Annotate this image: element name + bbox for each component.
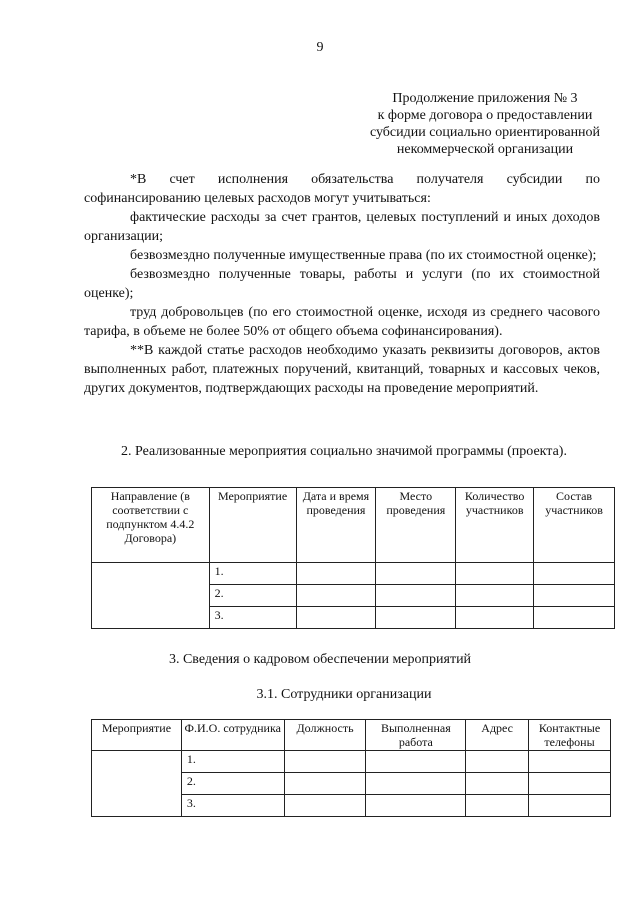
table-header-row: [92, 488, 615, 563]
row-number: 2.: [181, 773, 284, 795]
col-header: Мероприятие: [209, 488, 296, 563]
note-paragraph: безвозмездно полученные товары, работы и услуги (по их стоимостной оценке);: [84, 267, 600, 301]
section-2-title: 2. Реализованные мероприятия социально значимой программы (проекта).: [121, 444, 567, 459]
events-table: [91, 487, 615, 629]
section-3-1-title: 3.1. Сотрудники организации: [256, 687, 432, 702]
row-number: 2.: [209, 585, 296, 607]
row-number: 3.: [181, 795, 284, 817]
col-header: Место проведения: [376, 488, 456, 563]
col-header: Дата и время проведения: [296, 488, 376, 563]
footnotes: [84, 170, 600, 398]
col-header: Должность: [284, 720, 366, 751]
note-paragraph: безвозмездно полученные имущественные права (по их стоимостной оценке);: [130, 248, 597, 263]
col-header: Адрес: [466, 720, 529, 751]
note-paragraph: фактические расходы за счет грантов, целевых поступлений и иных доходов организации;: [84, 210, 600, 244]
note-paragraph: труд добровольцев (по его стоимостной оценке, исходя из среднего часового тарифа, в объеме не более 50% от общего объема софинансирования).: [84, 305, 600, 339]
appendix-header: [355, 90, 615, 158]
col-header: Контактные телефоны: [529, 720, 611, 751]
direction-cell: [92, 563, 210, 629]
staff-table: [91, 719, 611, 817]
row-number: 1.: [181, 751, 284, 773]
event-cell: [92, 751, 182, 817]
note-paragraph: **В каждой статье расходов необходимо указать реквизиты договоров, актов выполненных работ, платежных поручений, квитанций, товарных и кассовых чеков, других документов, подтверждающих расходы на проведение мероприятий.: [84, 343, 600, 396]
row-number: 3.: [209, 607, 296, 629]
col-header: Состав участников: [534, 488, 615, 563]
table-row: [92, 751, 611, 773]
col-header: Мероприятие: [92, 720, 182, 751]
appendix-line-2: к форме договора о предоставлении: [377, 108, 593, 123]
col-header: Количество участников: [456, 488, 534, 563]
appendix-line-1: Продолжение приложения № 3: [392, 91, 578, 106]
row-number: 1.: [209, 563, 296, 585]
table-header-row: [92, 720, 611, 751]
col-header: Выполненная работа: [366, 720, 466, 751]
table-row: [92, 563, 615, 585]
note-paragraph: *В счет исполнения обязательства получателя субсидии по софинансированию целевых расходов могут учитываться:: [84, 172, 600, 206]
section-3-title: 3. Сведения о кадровом обеспечении мероприятий: [168, 652, 472, 667]
page-number: 9: [316, 40, 324, 55]
col-header: Ф.И.О. сотрудника: [181, 720, 284, 751]
col-header: Направление (в соответствии с подпунктом 4.4.2 Договора): [92, 488, 210, 563]
appendix-line-3: субсидии социально ориентированной: [369, 125, 601, 140]
appendix-line-4: некоммерческой организации: [396, 142, 574, 157]
